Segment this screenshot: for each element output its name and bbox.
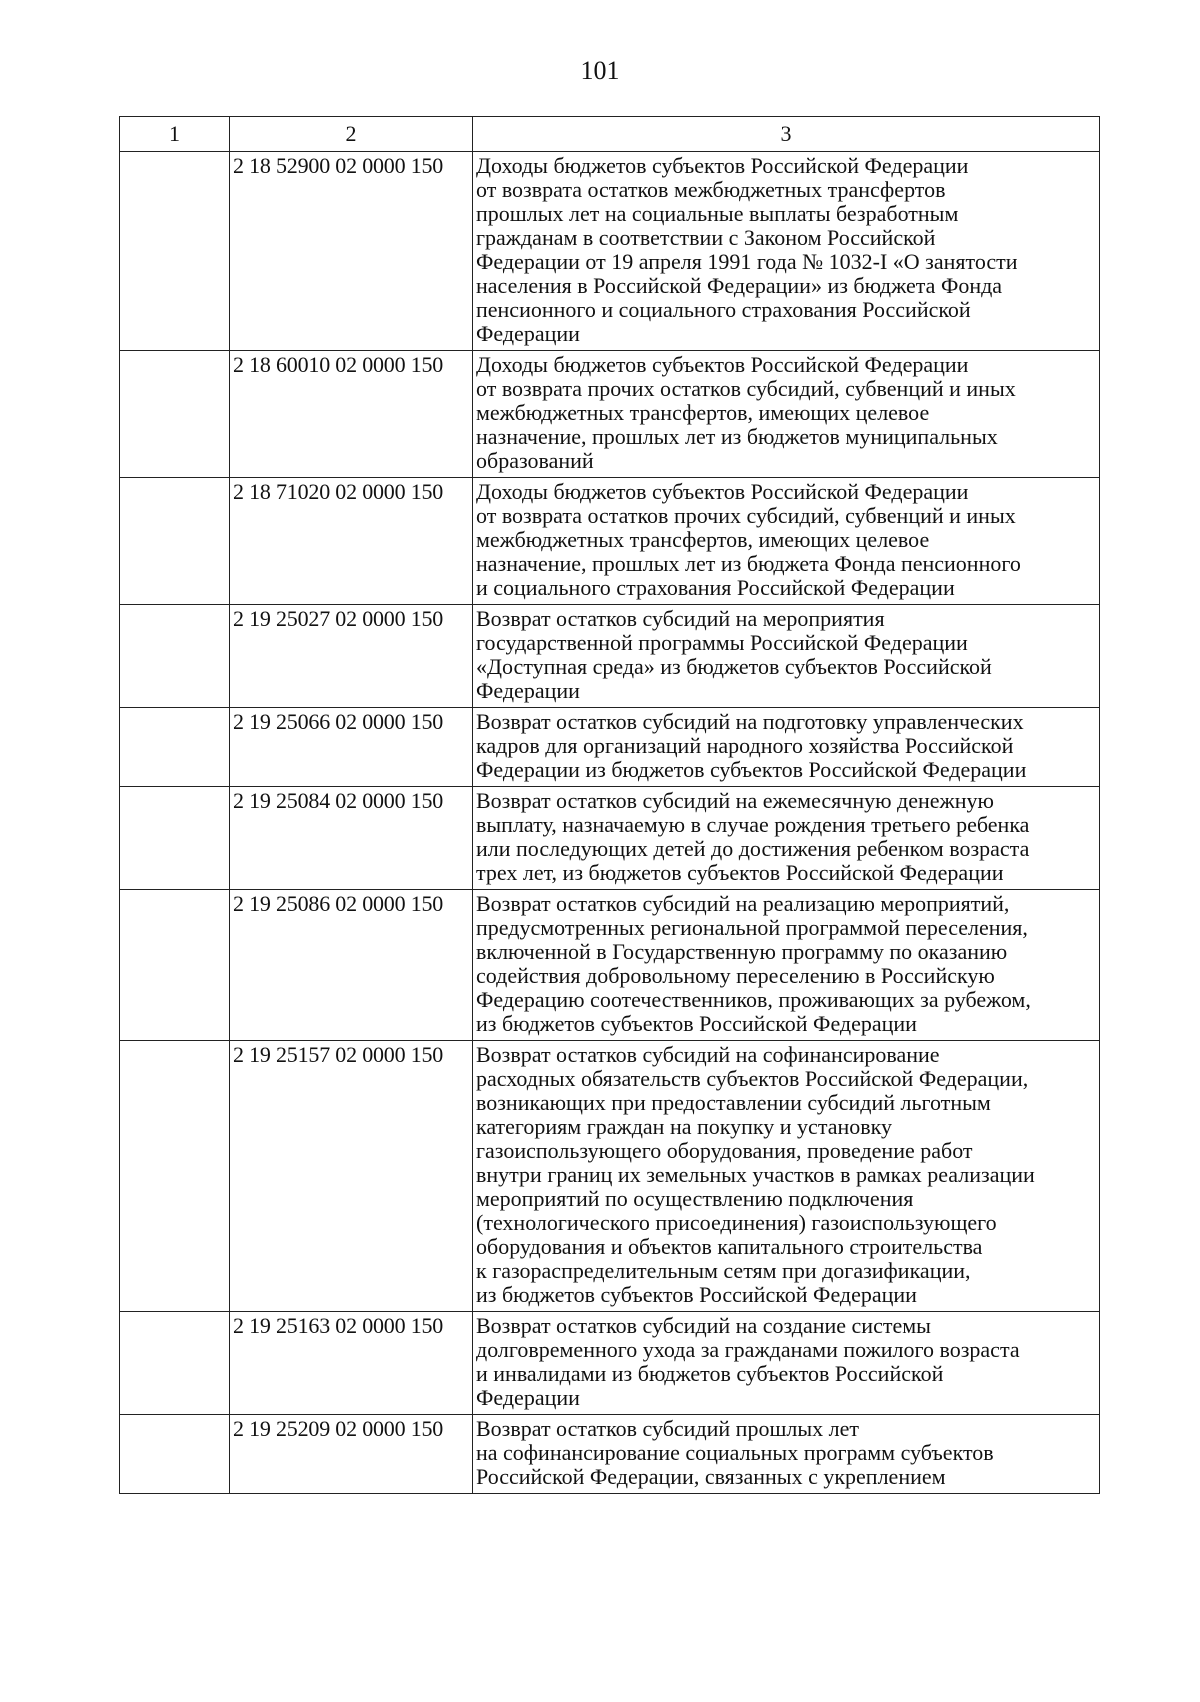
table-header-row xyxy=(120,117,1100,152)
budget-code-cell: 2 19 25163 02 0000 150 xyxy=(230,1312,473,1415)
row-col1-cell xyxy=(120,351,230,478)
budget-code-cell: 2 18 71020 02 0000 150 xyxy=(230,478,473,605)
table-row xyxy=(120,890,1100,1041)
table-row xyxy=(120,351,1100,478)
row-col1-cell xyxy=(120,152,230,351)
budget-code-cell: 2 19 25084 02 0000 150 xyxy=(230,787,473,890)
budget-code-cell: 2 19 25066 02 0000 150 xyxy=(230,708,473,787)
budget-classification-table xyxy=(119,116,1100,1494)
description-cell: Доходы бюджетов субъектов Российской Федерации от возврата остатков прочих субсидий, субвенций и иных межбюджетных трансфертов, имеющих целевое назначение, прошлых лет из бюджета Фонда пенсионного и социального страхования Российской Федерации xyxy=(473,478,1100,605)
table-row xyxy=(120,787,1100,890)
budget-code-cell: 2 19 25157 02 0000 150 xyxy=(230,1041,473,1312)
description-cell: Возврат остатков субсидий на создание системы долговременного ухода за гражданами пожилого возраста и инвалидами из бюджетов субъектов Российской Федерации xyxy=(473,1312,1100,1415)
description-cell: Возврат остатков субсидий прошлых лет на софинансирование социальных программ субъектов Российской Федерации, связанных с укреплением xyxy=(473,1415,1100,1494)
header-col-2: 2 xyxy=(230,117,473,152)
row-col1-cell xyxy=(120,1041,230,1312)
row-col1-cell xyxy=(120,787,230,890)
table-row xyxy=(120,708,1100,787)
row-col1-cell xyxy=(120,605,230,708)
page-number: 101 xyxy=(580,56,620,85)
budget-code-cell: 2 19 25209 02 0000 150 xyxy=(230,1415,473,1494)
budget-code-cell: 2 18 60010 02 0000 150 xyxy=(230,351,473,478)
table-row xyxy=(120,1415,1100,1494)
description-cell: Возврат остатков субсидий на мероприятия государственной программы Российской Федерации «Доступная среда» из бюджетов субъектов Российской Федерации xyxy=(473,605,1100,708)
description-cell: Возврат остатков субсидий на ежемесячную денежную выплату, назначаемую в случае рождения третьего ребенка или последующих детей до достижения ребенком возраста трех лет, из бюджетов субъектов Российской Федерации xyxy=(473,787,1100,890)
table-row xyxy=(120,605,1100,708)
row-col1-cell xyxy=(120,890,230,1041)
budget-code-cell: 2 19 25086 02 0000 150 xyxy=(230,890,473,1041)
row-col1-cell xyxy=(120,1415,230,1494)
description-cell: Доходы бюджетов субъектов Российской Федерации от возврата остатков межбюджетных трансфертов прошлых лет на социальные выплаты безработным гражданам в соответствии с Законом Российской Федерации от 19 апреля 1991 года № 1032-I «О занятости населения в Российской Федерации» из бюджета Фонда пенсионного и социального страхования Российской Федерации xyxy=(473,152,1100,351)
description-cell: Возврат остатков субсидий на реализацию мероприятий, предусмотренных региональной программой переселения, включенной в Государственную программу по оказанию содействия добровольному переселению в Российскую Федерацию соотечественников, проживающих за рубежом, из бюджетов субъектов Российской Федерации xyxy=(473,890,1100,1041)
table-row xyxy=(120,152,1100,351)
row-col1-cell xyxy=(120,478,230,605)
table-row xyxy=(120,478,1100,605)
description-cell: Доходы бюджетов субъектов Российской Федерации от возврата прочих остатков субсидий, субвенций и иных межбюджетных трансфертов, имеющих целевое назначение, прошлых лет из бюджетов муниципальных образований xyxy=(473,351,1100,478)
description-cell: Возврат остатков субсидий на софинансирование расходных обязательств субъектов Российской Федерации, возникающих при предоставлении субсидий льготным категориям граждан на покупку и установку газоиспользующего оборудования, проведение работ внутри границ их земельных участков в рамках реализации мероприятий по осуществлению подключения (технологического присоединения) газоиспользующего оборудования и объектов капитального строительства к газораспределительным сетям при догазификации, из бюджетов субъектов Российской Федерации xyxy=(473,1041,1100,1312)
budget-code-cell: 2 19 25027 02 0000 150 xyxy=(230,605,473,708)
row-col1-cell xyxy=(120,708,230,787)
header-col-3: 3 xyxy=(473,117,1100,152)
budget-code-cell: 2 18 52900 02 0000 150 xyxy=(230,152,473,351)
table-row xyxy=(120,1041,1100,1312)
row-col1-cell xyxy=(120,1312,230,1415)
description-cell: Возврат остатков субсидий на подготовку управленческих кадров для организаций народного хозяйства Российской Федерации из бюджетов субъектов Российской Федерации xyxy=(473,708,1100,787)
header-col-1: 1 xyxy=(120,117,230,152)
table-row xyxy=(120,1312,1100,1415)
